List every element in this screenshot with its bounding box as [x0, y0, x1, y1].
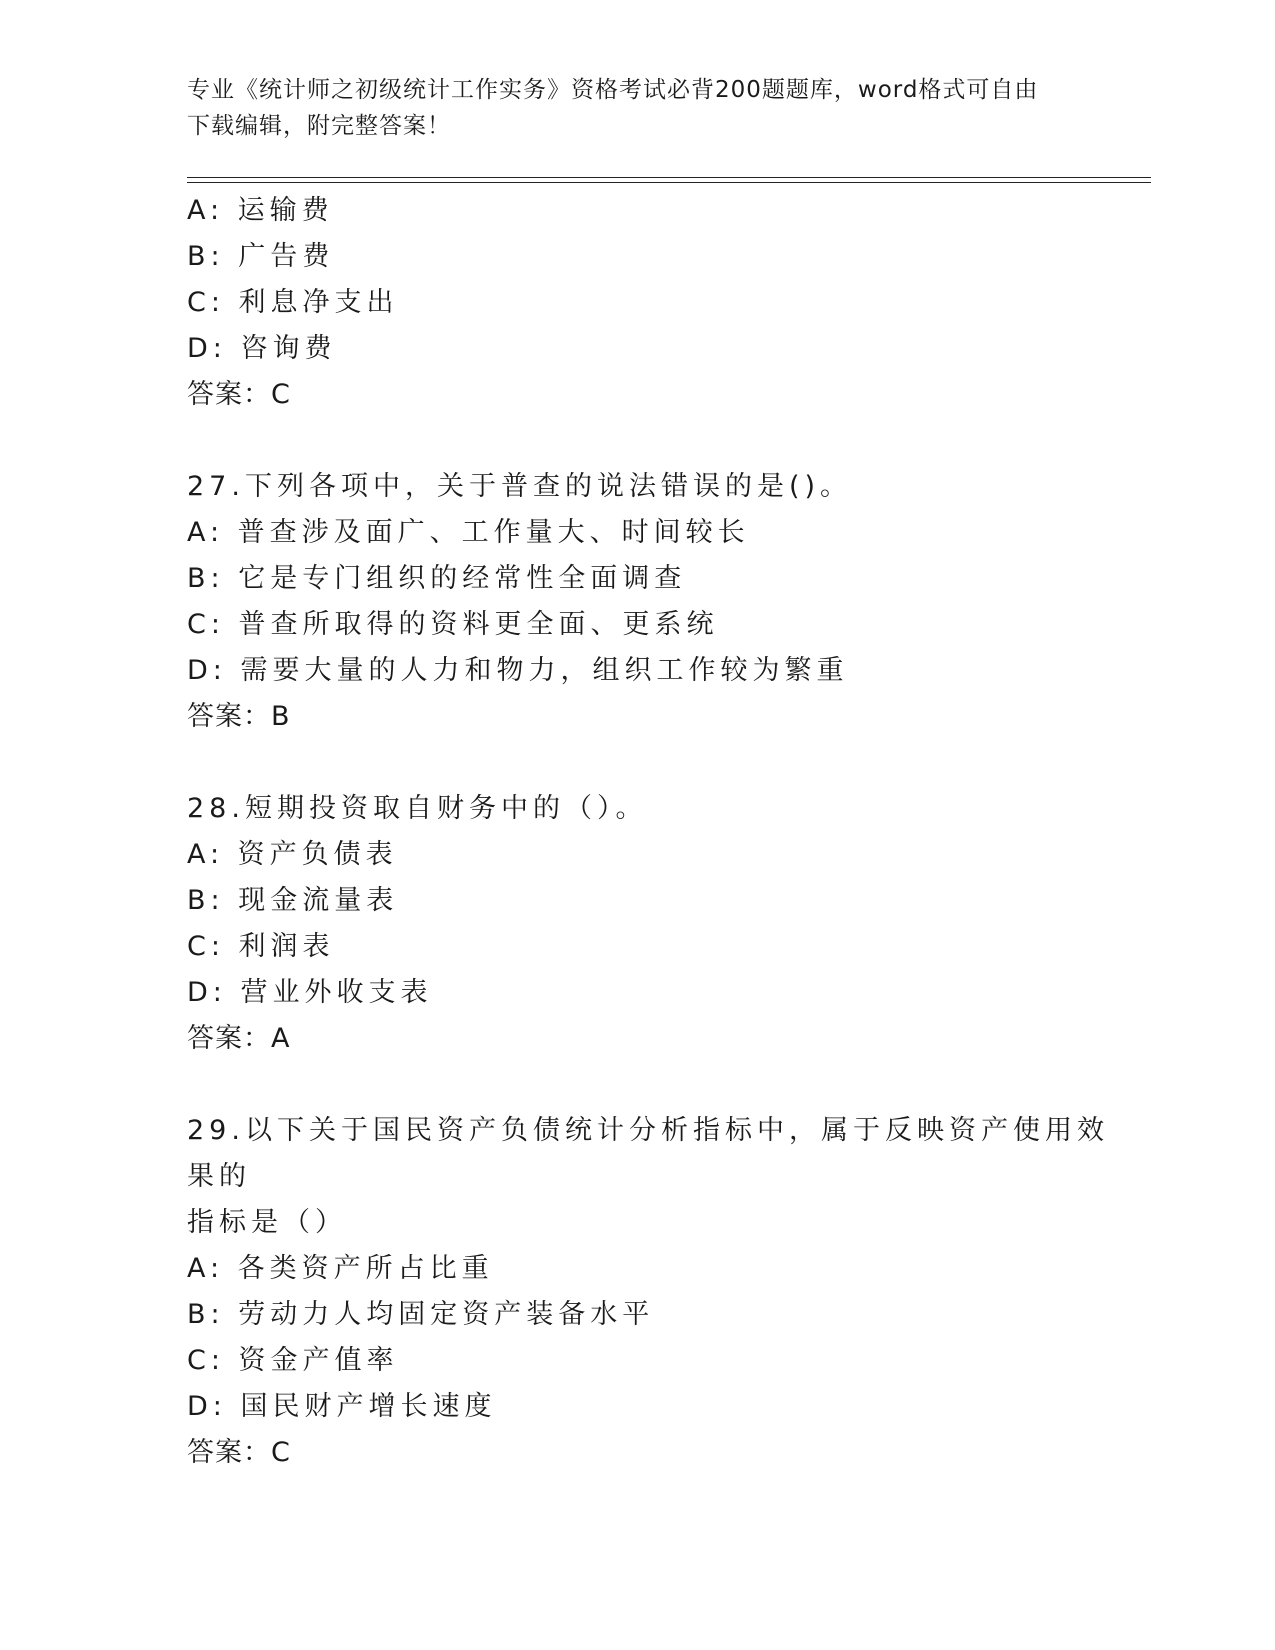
option-a: A: 资产负债表	[187, 839, 398, 870]
option-b: B: 现金流量表	[187, 885, 399, 916]
answer-line: 答案：B	[187, 701, 291, 732]
question-text: 27.下列各项中，关于普查的说法错误的是()。	[187, 471, 853, 502]
header-line-2: 下载编辑，附完整答案！	[187, 113, 451, 139]
document-header	[187, 72, 1087, 144]
option-d: D: 需要大量的人力和物力，组织工作较为繁重	[187, 655, 849, 686]
option-b: B: 广告费	[187, 241, 335, 272]
question-text-line-2: 指标是（）	[187, 1207, 347, 1238]
option-a: A: 普查涉及面广、工作量大、时间较长	[187, 517, 750, 548]
option-b: B: 它是专门组织的经常性全面调查	[187, 563, 687, 594]
spacer	[187, 740, 1127, 786]
question-26-block	[187, 188, 1127, 418]
option-a: A: 运输费	[187, 195, 334, 226]
question-text-line-1: 29.以下关于国民资产负债统计分析指标中，属于反映资产使用效果的	[187, 1115, 1109, 1192]
question-28-block	[187, 786, 1127, 1062]
option-c: C: 利润表	[187, 931, 335, 962]
option-d: D: 营业外收支表	[187, 977, 433, 1008]
option-c: C: 普查所取得的资料更全面、更系统	[187, 609, 719, 640]
question-text: 28.短期投资取自财务中的（）。	[187, 793, 648, 824]
header-divider-top	[187, 177, 1151, 178]
question-29-block	[187, 1108, 1127, 1476]
question-list	[187, 188, 1127, 1476]
spacer	[187, 418, 1127, 464]
option-d: D: 国民财产增长速度	[187, 1391, 497, 1422]
question-27-block	[187, 464, 1127, 740]
option-d: D: 咨询费	[187, 333, 337, 364]
spacer	[187, 1062, 1127, 1108]
option-c: C: 资金产值率	[187, 1345, 399, 1376]
option-c: C: 利息净支出	[187, 287, 399, 318]
header-divider-bottom	[187, 182, 1151, 183]
option-a: A: 各类资产所占比重	[187, 1253, 494, 1284]
header-line-1: 专业《统计师之初级统计工作实务》资格考试必背200题题库，word格式可自由	[187, 77, 1039, 103]
answer-line: 答案：A	[187, 1023, 291, 1054]
answer-line: 答案：C	[187, 1437, 291, 1468]
answer-line: 答案：C	[187, 379, 291, 410]
option-b: B: 劳动力人均固定资产装备水平	[187, 1299, 655, 1330]
